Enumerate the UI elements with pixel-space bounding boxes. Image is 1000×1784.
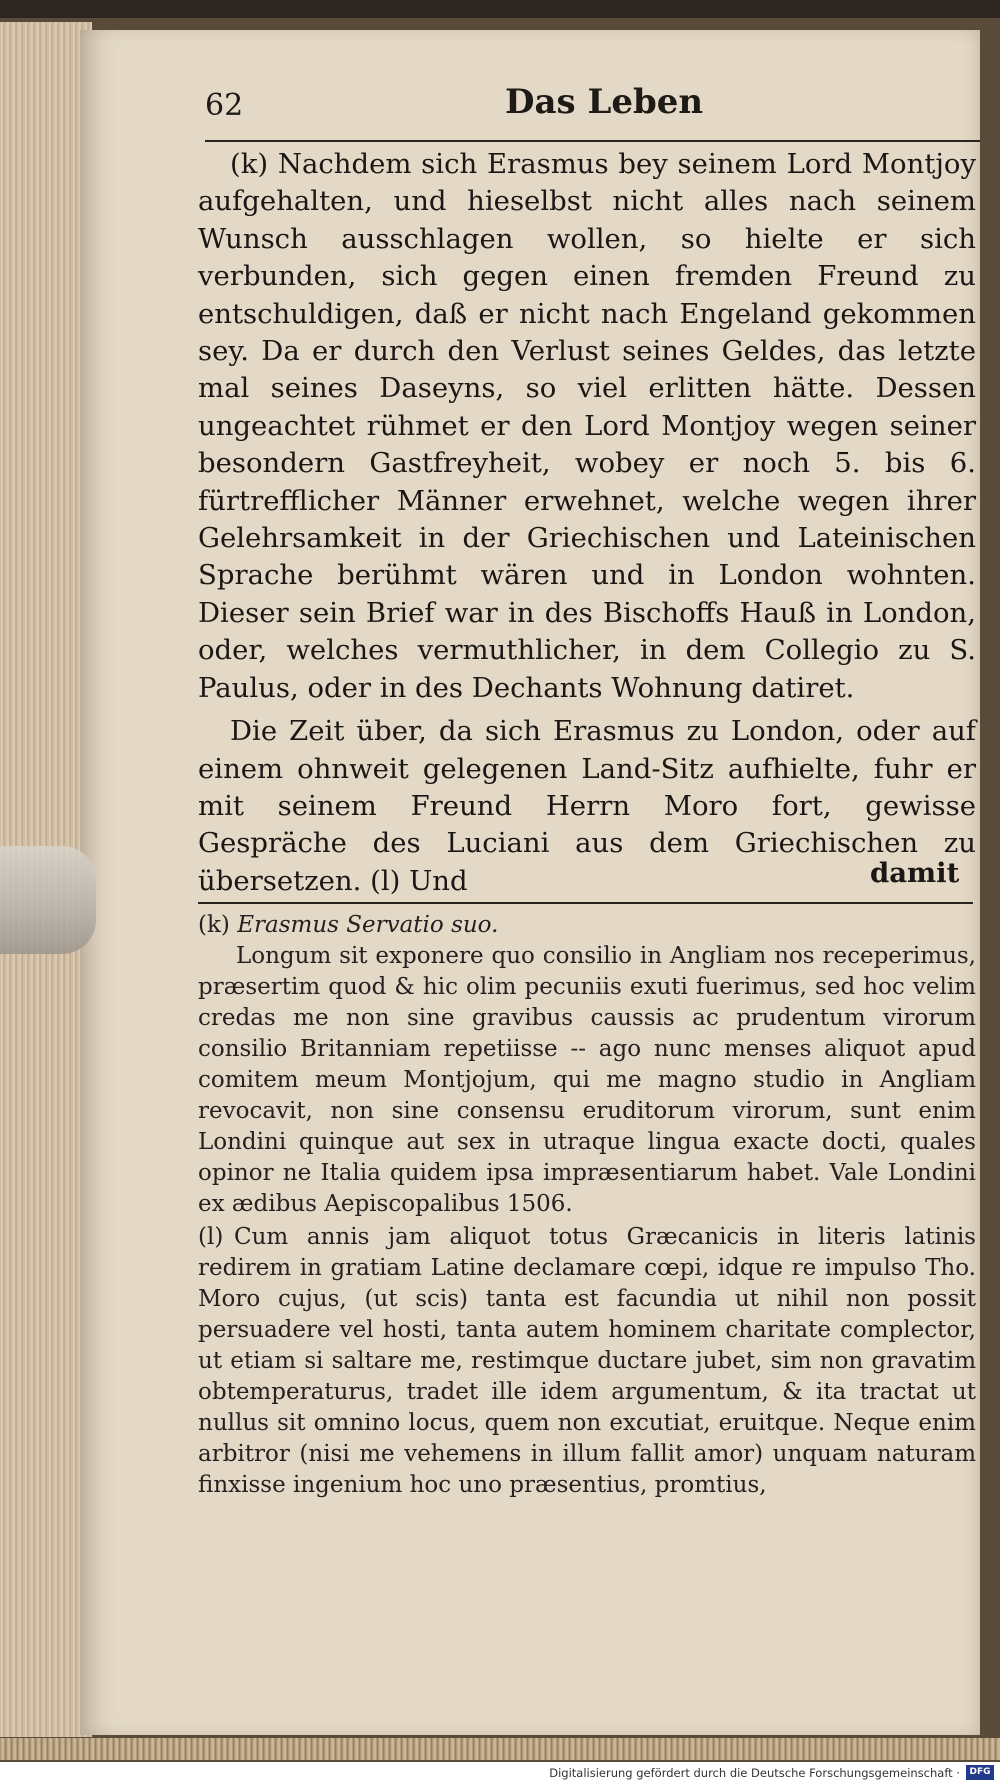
footnote-k-body: Longum sit exponere quo consilio in Angliam nos receperimus, præsertim quod & hic olim pecuniis exuti fuerimus, sed hoc velim credas me non sine gravibus caussis ac prudentum virorum consilio Britanniam repetiisse -- ago nunc menses aliquot apud comitem meum Montjojum, qui me magno studio in Angliam revocavit, non sine consensu eruditorum virorum, sunt enim Londini quinque aut sex in utraque lingua exacte docti, quales opinor ne Italia quidem ipsa impræsentiarum habet. Vale Londini ex ædibus Aepiscopalibus 1506. [198, 943, 976, 1217]
funding-credit: Digitalisierung gefördert durch die Deutsche Forschungsgemeinschaft · [549, 1766, 960, 1780]
book-clip [0, 846, 96, 954]
bottom-page-edge [0, 1738, 1000, 1760]
footnote-l-mark: (l) [198, 1224, 224, 1250]
footnote-l [198, 1222, 976, 1501]
dfg-logo-icon: DFG [966, 1765, 994, 1780]
running-title: Das Leben [505, 82, 704, 122]
main-text [198, 146, 976, 900]
footnote-k-mark: (k) [198, 912, 230, 938]
page-number: 62 [205, 88, 244, 123]
footnote-k-title: Erasmus Servatio suo. [237, 912, 499, 938]
footnote-rule [198, 902, 973, 904]
page-header [205, 82, 975, 132]
catchword: damit [870, 857, 960, 889]
header-rule [205, 140, 980, 142]
paragraph-k: (k) Nachdem sich Erasmus bey seinem Lord Montjoy aufgehalten, und hieselbst nicht alles nach seinem Wunsch ausschlagen wollen, so hielte er sich verbunden, sich gegen einen fremden Freund zu entschuldigen, daß er nicht nach Engeland gekommen sey. Da er durch den Verlust seines Geldes, das letzte mal seines Daseyns, so viel erlitten hätte. Dessen ungeachtet rühmet er den Lord Montjoy wegen seiner besondern Gastfreyheit, wobey er noch 5. bis 6. fürtrefflicher Männer erwehnet, welche wegen ihrer Gelehrsamkeit in der Griechischen und Lateinischen Sprache berühmt wären und in London wohnten. Dieser sein Brief war in des Bischoffs Hauß in London, oder, welches vermuthlicher, in dem Collegio zu S. Paulus, oder in des Dechants Wohnung datiret. [198, 148, 976, 704]
paragraph-time: Die Zeit über, da sich Erasmus zu London, oder auf einem ohnweit gelegenen Land-Sitz aufhielte, fuhr er mit seinem Freund Herrn Moro fort, gewisse Gespräche des Luciani aus dem Griechischen zu übersetzen. (l) Und [198, 715, 976, 897]
footnote-l-body: Cum annis jam aliquot totus Græcanicis in literis latinis redirem in gratiam Latine declamare cœpi, idque re impulso Tho. Moro cujus, (ut scis) tanta est facundia ut nihil non possit persuadere vel hosti, tanta autem hominem charitate complector, ut etiam si saltare me, restimque ductare jubet, sim non gravatim obtemperaturus, tradet ille idem argumentum, & ita tractat ut nullus sit omnino locus, quem non excutiat, eruitque. Neque enim arbitror (nisi me vehemens in illum fallit amor) unquam naturam finxisse ingenium hoc uno præsentius, promtius, [198, 1224, 976, 1498]
footnote-k-heading [198, 910, 976, 941]
footnotes [198, 910, 976, 1501]
